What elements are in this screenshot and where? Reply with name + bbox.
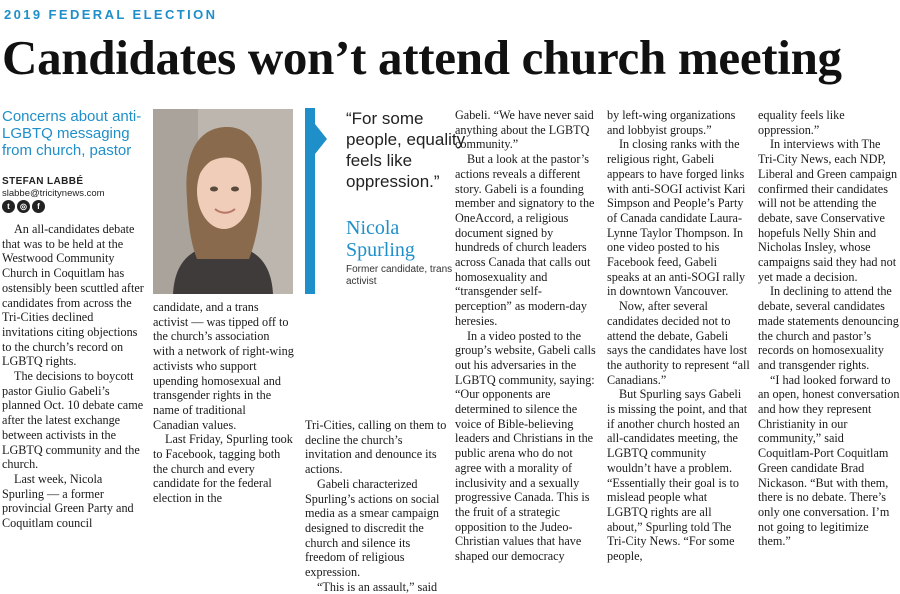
paragraph: An all-candidates debate that was to be held at the Westwood Community Church in Coquitlam has ostensibly been scuttled after candidates from across the Tri-Cities declined invitations citing objections to the church’s record on LGBTQ rights.	[2, 222, 144, 369]
article-column-1	[2, 222, 146, 531]
headline: Candidates won’t attend church meeting	[2, 30, 842, 85]
portrait-illustration	[153, 109, 293, 294]
section-kicker: 2019 FEDERAL ELECTION	[4, 7, 218, 22]
pull-quote-bar	[305, 108, 315, 294]
paragraph: In closing ranks with the religious right, Gabeli appears to have forged links with anti-SOGI activist Kari Simpson and People’s Party of Canada candidate Laura-Lynne Taylor Thompson. In one video posted to his Facebook feed, Gabeli speaks at an anti-SOGI rally in downtown Vancouver.	[607, 137, 746, 299]
paragraph: But a look at the pastor’s actions reveals a different story. Gabeli is a founding member and signatory to the OneAccord, a religious document signed by hundreds of church leaders across Canada that calls out homosexuality and “transgender self-perception” as modern-day heresies.	[455, 152, 595, 328]
article-column-6	[758, 108, 900, 549]
article-column-2	[153, 300, 294, 506]
byline-author: STEFAN LABBÉ	[2, 176, 84, 187]
pull-quote-text: “For some people, equality feels like oppression.”	[346, 109, 466, 191]
deck-subheadline: Concerns about anti-LGBTQ messaging from church, pastor	[2, 108, 142, 159]
paragraph: In declining to attend the debate, several candidates made statements denouncing the church and pastor’s records on homosexuality and transgender rights.	[758, 284, 899, 372]
paragraph: Gabeli. “We have never said anything about the LGBTQ community.”	[455, 108, 594, 152]
paragraph: But Spurling says Gabeli is missing the point, and that if another church hosted an all-candidates meeting, the LGBTQ community wouldn’t have a problem. “Essentially their goal is to mislead people what LGBTQ rights are all about,” Spurling told The Tri-City News. “For some people,	[607, 387, 748, 564]
paragraph: Tri-Cities, calling on them to decline the church’s invitation and denounce its actions.	[305, 418, 447, 477]
paragraph: Gabeli characterized Spurling’s actions on social media as a smear campaign designed to discredit the church and silence its freedom of religious expression.	[305, 476, 440, 580]
article-column-3	[305, 418, 447, 594]
pull-quote-role: Former candidate, trans activist	[346, 264, 453, 287]
paragraph: Last week, Nicola Spurling — a former provincial Green Party and Coquitlam council	[2, 471, 134, 531]
author-email[interactable]: slabbe@tricitynews.com	[2, 188, 105, 199]
portrait-photo	[153, 109, 293, 294]
paragraph: Last Friday, Spurling took to Facebook, tagging both the church and every candidate for the federal election in the	[153, 432, 293, 506]
pull-quote-name: Nicola Spurling	[346, 217, 415, 261]
paragraph: In a video posted to the group’s website, Gabeli calls out his adversaries in the LGBTQ community, saying: “Our opponents are determined to silence the voice of Bible-believing leaders and Christians in the public arena who do not agree with a morality of inclusivity and a sexually progressive Canada. This is the fruit of a strategic opposition to the Judeo-Christian values that have shaped our democracy	[455, 328, 596, 564]
social-icons	[2, 200, 45, 213]
paragraph: by left-wing organizations and lobbyist groups.”	[607, 108, 736, 137]
paragraph: candidate, and a trans activist — was tipped off to the church’s association with a network of right-wing activists who support upending homosexual and transgender rights in the name of traditional Canadian values.	[153, 300, 294, 432]
paragraph: equality feels like oppression.”	[758, 108, 845, 137]
instagram-icon[interactable]: ◎	[17, 200, 30, 213]
twitter-icon[interactable]: t	[2, 200, 15, 213]
article-column-4	[455, 108, 598, 564]
paragraph: “This is an assault,” said	[317, 579, 438, 594]
paragraph: The decisions to boycott pastor Giulio Gabeli’s planned Oct. 10 debate came after the latest exchange between activists in the LGBTQ community and the church.	[2, 369, 144, 472]
article-column-5	[607, 108, 750, 564]
pull-quote-arrow	[315, 124, 327, 154]
paragraph: Now, after several candidates decided not to attend the debate, Gabeli says the candidates have lost the authority to represent “all Canadians.”	[607, 299, 750, 387]
paragraph: “I had looked forward to an open, honest conversation and how they represent Christianity in our community,” said Coquitlam-Port Coquitlam Green candidate Brad Nickason. “But with them, there is no debate. There’s only one conversation. I’m not going to legitimize them.”	[758, 372, 900, 549]
paragraph: In interviews with The Tri-City News, each NDP, Liberal and Green campaign confirmed their candidates will not be attending the debate, save Conservative hopefuls Nelly Shin and Nicholas Insley, whose campaigns said they had not yet made a decision.	[758, 137, 898, 284]
facebook-icon[interactable]: f	[32, 200, 45, 213]
